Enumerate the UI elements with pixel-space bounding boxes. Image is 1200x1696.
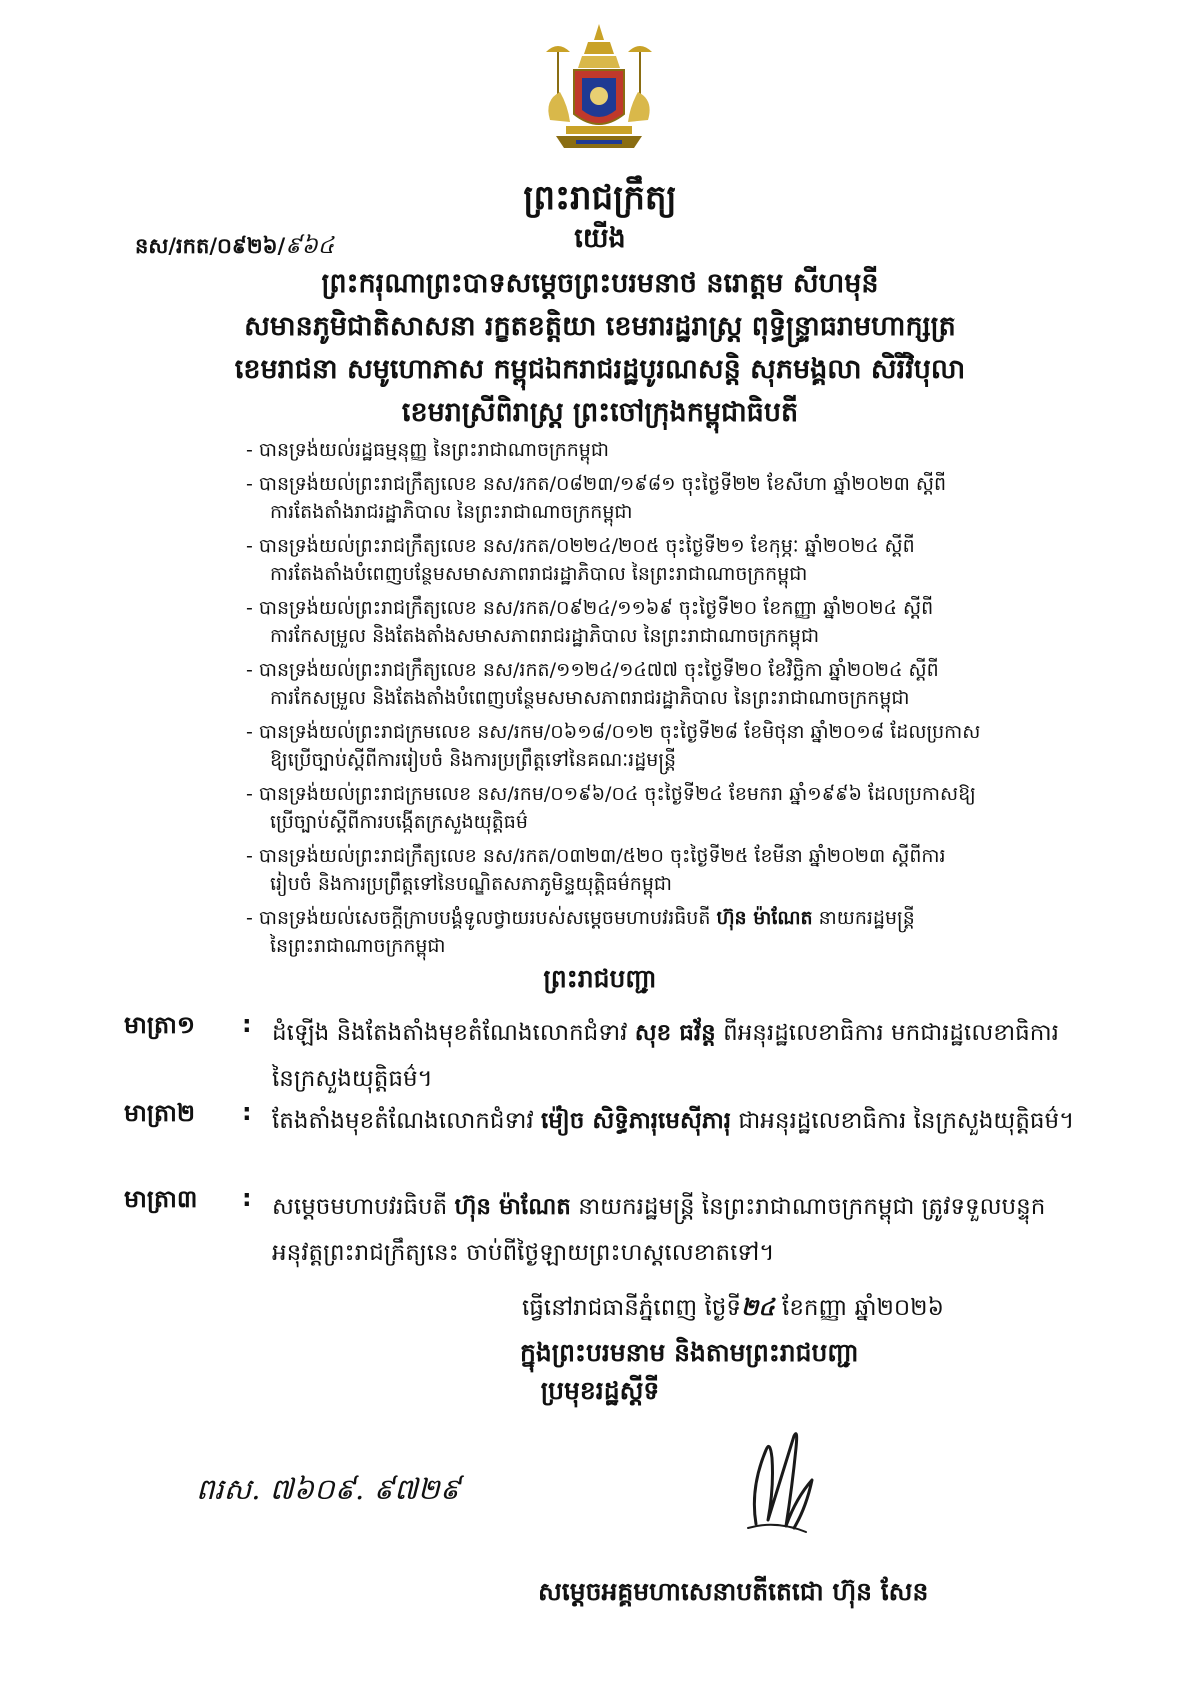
consideration-continuation: ការកែសម្រួល និងតែងតាំងបំពេញបន្ថែមសមាសភាពរាជរដ្ឋាភិបាល នៃព្រះរាជាណាចក្រកម្ពុជា <box>270 687 910 709</box>
royal-command-heading: ព្រះរាជបញ្ជា <box>543 964 657 993</box>
consideration-text: - បានទ្រង់យល់រដ្ឋធម្មនុញ្ញ នៃព្រះរាជាណាចក្រកម្ពុជា <box>246 439 609 461</box>
consideration-text: - បានទ្រង់យល់ព្រះរាជក្រមលេខ នស/រកម/០១៩៦/០៤ ចុះថ្ងៃទី២៤ ខែមករា ឆ្នាំ១៩៩៦ ដែលប្រកាសឱ្យ <box>246 783 976 805</box>
acting-head-of-state-title: ប្រមុខរដ្ឋស្តីទី <box>540 1376 660 1405</box>
consideration-item <box>246 594 1066 650</box>
signature-icon <box>736 1428 832 1538</box>
consideration-item <box>246 656 1066 712</box>
reference-printed: នស/រកត/០៩២៦/ <box>135 234 286 258</box>
consideration-continuation: ការកែសម្រួល និងតែងតាំងសមាសភាពរាជរដ្ឋាភិបាល នៃព្រះរាជាណាចក្រកម្ពុជា <box>270 625 820 647</box>
consideration-text: នាយករដ្ឋមន្ត្រី <box>812 907 915 929</box>
appointee-name: ម៉ៀច សិទ្ធិភារុមេស៊ីភារុ <box>540 1108 732 1134</box>
article-body <box>272 1010 1082 1102</box>
article-label: មាត្រា២ <box>124 1099 196 1127</box>
article-body <box>272 1184 1082 1276</box>
consideration-item <box>246 436 1066 464</box>
place-and-date <box>522 1294 944 1327</box>
royal-arms-of-cambodia-icon <box>536 22 662 160</box>
consideration-continuation: ការតែងតាំងរាជរដ្ឋាភិបាល នៃព្រះរាជាណាចក្រកម្ពុជា <box>270 501 633 523</box>
monarch-title-line: ខេមរាជនា សមូហោភាស កម្ពុជឯករាជរដ្ឋបូរណសន្តិ សុភមង្គលា សិរីវិបុលា <box>234 354 966 385</box>
consideration-continuation: រៀបចំ និងការប្រព្រឹត្តទៅនៃបណ្ឌិតសភាភូមិន្ទយុត្តិធម៌កម្ពុជា <box>270 873 672 895</box>
consideration-text: - បានទ្រង់យល់ព្រះរាជក្រឹត្យលេខ នស/រកត/០២២៤/២០៥ ចុះថ្ងៃទី២១ ខែកុម្ភៈ ឆ្នាំ២០២៤ ស្តីពី <box>246 535 915 557</box>
handwritten-registration-note: ពរស. ៧៦០៩. ៩៧២៩ <box>196 1472 461 1506</box>
consideration-text: - បានទ្រង់យល់ព្រះរាជក្រឹត្យលេខ នស/រកត/០៩២៤/១១៦៩ ចុះថ្ងៃទី២០ ខែកញ្ញា ឆ្នាំ២០២៤ ស្តីពី <box>246 597 934 619</box>
prime-minister-name: ហ៊ុន ម៉ាណែត <box>716 907 813 929</box>
article-label: មាត្រា១ <box>124 1011 196 1039</box>
consideration-item <box>246 470 1066 526</box>
article-colon: : <box>242 1098 252 1126</box>
prime-minister-name: ហ៊ុន ម៉ាណែត <box>454 1194 571 1220</box>
monarch-title-line: សមានភូមិជាតិសាសនា រក្ខតខត្តិយា ខេមរារដ្ឋរាស្ត្រ ពុទ្ធិន្ទ្រាធរាមហាក្សត្រ <box>244 311 956 342</box>
article-text: នាយករដ្ឋមន្ត្រី នៃព្រះរាជាណាចក្រកម្ពុជា ត្រូវទទួលបន្ទុកអនុវត្តព្រះរាជក្រឹត្យនេះ ចាប់ពីថ្ងៃឡាយព្រះហស្តលេខាតទៅ។ <box>272 1194 1046 1266</box>
consideration-continuation: ប្រើច្បាប់ស្តីពីការបង្កើតក្រសួងយុត្តិធម៌ <box>270 811 528 833</box>
consideration-item <box>246 842 1066 898</box>
consideration-text: - បានទ្រង់យល់ព្រះរាជក្រឹត្យលេខ នស/រកត/០៨២៣/១៩៨១ ចុះថ្ងៃទី២២ ខែសីហា ឆ្នាំ២០២៣ ស្តីពី <box>246 473 947 495</box>
place-date-suffix: ខែកញ្ញា ឆ្នាំ២០២៦ <box>774 1295 944 1321</box>
signatory-name: សម្តេចអគ្គមហាសេនាបតីតេជោ ហ៊ុន សែន <box>538 1577 929 1606</box>
consideration-item <box>246 532 1066 588</box>
consideration-text: - បានទ្រង់យល់ព្រះរាជក្រមលេខ នស/រកម/០៦១៨/០១២ ចុះថ្ងៃទី២៨ ខែមិថុនា ឆ្នាំ២០១៨ ដែលប្រកាស <box>246 721 981 743</box>
consideration-item <box>246 780 1066 836</box>
monarch-title-block <box>0 262 1200 434</box>
we-heading: យើង <box>574 223 626 254</box>
consideration-text: - បានទ្រង់យល់សេចក្តីក្រាបបង្គំទូលថ្វាយរបស់សម្តេចមហាបវរធិបតី <box>246 907 717 929</box>
consideration-item <box>246 718 1066 774</box>
reference-handwritten: ៩៦៤ <box>285 233 335 259</box>
article-colon: : <box>242 1184 252 1212</box>
article-label: មាត្រា៣ <box>124 1185 198 1213</box>
article-colon: : <box>242 1010 252 1038</box>
on-behalf-line: ក្នុងព្រះបរមនាម និងតាមព្រះរាជបញ្ជា <box>520 1338 859 1367</box>
article-text: ពីអនុរដ្ឋលេខាធិការ មកជារដ្ឋលេខាធិការ នៃក្រសួងយុត្តិធម៌។ <box>272 1020 1059 1092</box>
place-date-prefix: ធ្វើនៅរាជធានីភ្នំពេញ ថ្ងៃទី <box>522 1295 742 1321</box>
consideration-item <box>246 904 1066 960</box>
considerations-list <box>246 436 1066 966</box>
consideration-continuation: ឱ្យប្រើច្បាប់ស្តីពីការរៀបចំ និងការប្រព្រឹត្តទៅនៃគណៈរដ្ឋមន្ត្រី <box>270 749 677 771</box>
article-text: សម្តេចមហាបវរធិបតី <box>272 1194 455 1220</box>
consideration-continuation: ការតែងតាំងបំពេញបន្ថែមសមាសភាពរាជរដ្ឋាភិបាល នៃព្រះរាជាណាចក្រកម្ពុជា <box>270 563 808 585</box>
consideration-continuation: នៃព្រះរាជាណាចក្រកម្ពុជា <box>270 935 446 957</box>
handwritten-day: ២៤ <box>741 1294 775 1321</box>
monarch-title-line: ព្រះករុណាព្រះបាទសម្ដេចព្រះបរមនាថ នរោត្តម សីហមុនី <box>321 268 879 299</box>
article-text: តែងតាំងមុខតំណែងលោកជំទាវ <box>272 1108 541 1134</box>
document-title: ព្រះរាជក្រឹត្យ <box>523 178 677 218</box>
monarch-title-line: ខេមរាស្រីពិរាស្ត្រ ព្រះចៅក្រុងកម្ពុជាធិបតី <box>401 397 799 428</box>
consideration-text: - បានទ្រង់យល់ព្រះរាជក្រឹត្យលេខ នស/រកត/១១២៤/១៤៧៧ ចុះថ្ងៃទី២០ ខែវិច្ឆិកា ឆ្នាំ២០២៤ ស្តីពី <box>246 659 939 681</box>
appointee-name: សុខ ធវ័ន្ត <box>634 1020 716 1046</box>
article-text: ជាអនុរដ្ឋលេខាធិការ នៃក្រសួងយុត្តិធម៌។ <box>731 1108 1075 1134</box>
consideration-text: - បានទ្រង់យល់ព្រះរាជក្រឹត្យលេខ នស/រកត/០៣២៣/៥២០ ចុះថ្ងៃទី២៥ ខែមីនា ឆ្នាំ២០២៣ ស្តីពីការ <box>246 845 946 867</box>
article-text: ដំឡើង និងតែងតាំងមុខតំណែងលោកជំទាវ <box>272 1020 635 1046</box>
article-body <box>272 1098 1082 1144</box>
